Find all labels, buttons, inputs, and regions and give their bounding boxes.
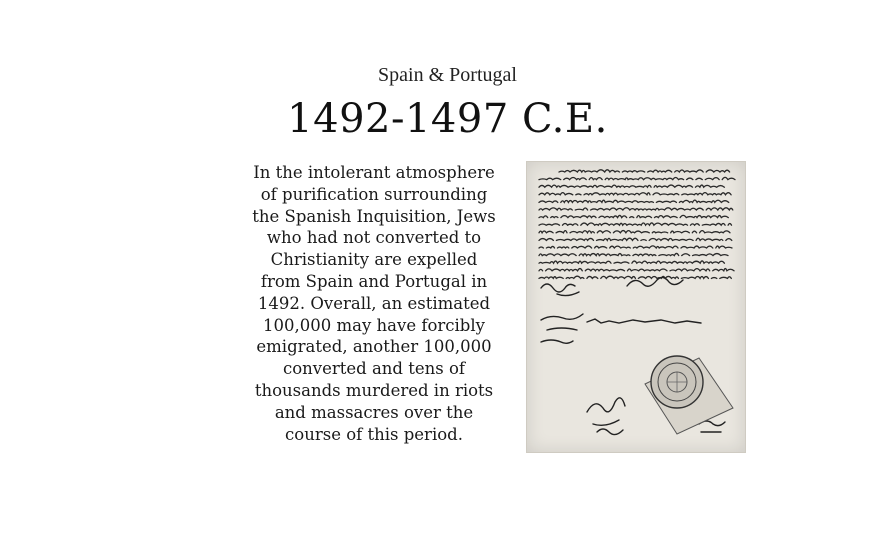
description-line: and massacres over the — [274, 402, 474, 422]
date-range-title: 1492-1497 C.E. — [287, 96, 608, 142]
description-text — [224, 162, 524, 445]
description-line: from Spain and Portugal in — [260, 271, 488, 291]
description-line: emigrated, another 100,000 — [256, 337, 492, 357]
description-line: 1492. Overall, an estimated — [257, 293, 491, 313]
description-line: who had not converted to — [266, 228, 482, 248]
description-line: thousands murdered in riots — [254, 380, 494, 400]
description-line: converted and tens of — [282, 359, 466, 379]
description-line: of purification surrounding — [260, 184, 488, 204]
description-line: the Spanish Inquisition, Jews — [252, 206, 496, 226]
description-line: 100,000 may have forcibly — [263, 315, 485, 335]
description-line: Christianity are expelled — [270, 250, 478, 270]
region-subtitle: Spain & Portugal — [378, 64, 517, 86]
description-line: course of this period. — [285, 424, 463, 444]
historical-document-image — [526, 161, 746, 453]
description-line: In the intolerant atmosphere — [253, 163, 495, 182]
